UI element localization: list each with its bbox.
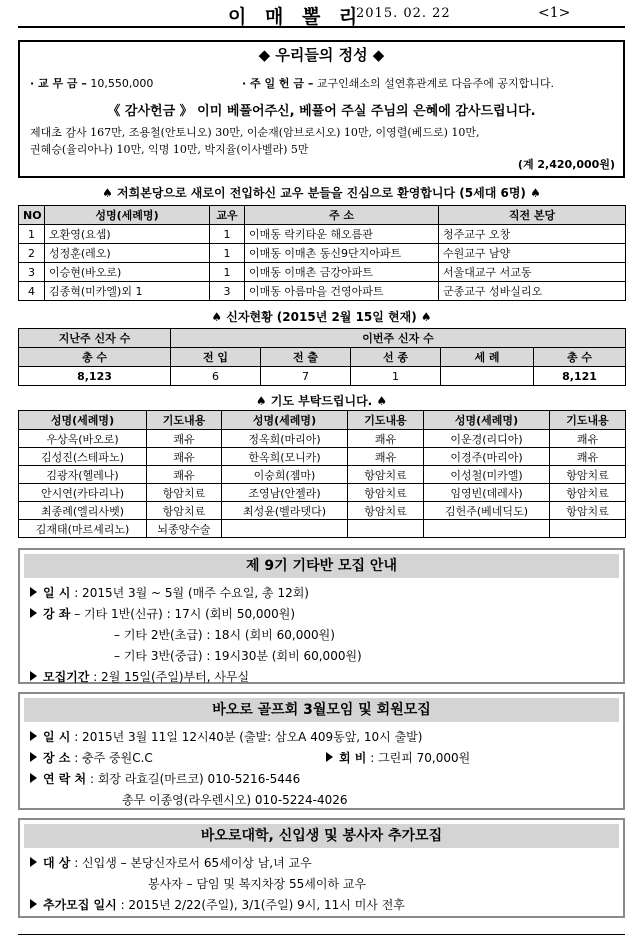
bulletin-date: 2015. 02. 22 bbox=[356, 6, 451, 21]
golf-date-label: 일 시 bbox=[43, 730, 71, 744]
golf-fee-line bbox=[326, 749, 470, 766]
college-target-label: 대 상 bbox=[43, 856, 71, 870]
table-row bbox=[19, 282, 626, 301]
cell: 오환영(요셉) bbox=[45, 225, 210, 244]
believers-heading: ♠ 신자현황 (2015년 2월 15일 현재) ♠ bbox=[211, 310, 432, 324]
cell: 이매동 아름마을 건영아파트 bbox=[245, 282, 439, 301]
column-header: 기도내용 bbox=[550, 411, 626, 430]
last-week-label: 지난주 신자 수 bbox=[19, 329, 171, 348]
guitar-class1: – 기타 1반(신규) : 17시 (회비 50,000원) bbox=[74, 607, 296, 621]
cell: 김성진(스테파노) bbox=[19, 448, 147, 466]
bulletin-title: 이 매 뽈 리 bbox=[228, 6, 364, 28]
bullet-triangle-icon bbox=[30, 608, 37, 618]
bullet-triangle-icon bbox=[30, 752, 37, 762]
bullet-triangle-icon bbox=[30, 899, 37, 909]
golf-place-value: : 충주 중원C.C bbox=[74, 751, 153, 765]
header-rule bbox=[18, 26, 625, 28]
cell: 청주교구 오창 bbox=[439, 225, 626, 244]
cell: 정옥희(마리아) bbox=[222, 430, 348, 448]
tithe-label: · 교 무 금 – bbox=[30, 77, 87, 90]
cell: 쾌유 bbox=[147, 466, 222, 484]
golf-contact1: : 회장 라효길(마르코) 010-5216-5446 bbox=[89, 772, 301, 786]
table-row bbox=[19, 448, 626, 466]
cell: 김헌주(베네딕도) bbox=[424, 502, 550, 520]
out-label: 전 출 bbox=[261, 348, 351, 367]
cell: 김종혁(미카엘)외 1 bbox=[45, 282, 210, 301]
cell: 이성철(미카엘) bbox=[424, 466, 550, 484]
thanks-line: 제대초 감사 167만, 조용철(안토니오) 30만, 이순재(암브로시오) 10만, 이영렬(베드로) 10만, bbox=[30, 126, 480, 139]
cell: 수원교구 남양 bbox=[439, 244, 626, 263]
thanks-total: (계 2,420,000원) bbox=[517, 158, 615, 171]
column-header: 직전 본당 bbox=[439, 206, 626, 225]
cell: 김재태(마르셰리노) bbox=[19, 520, 147, 538]
cell bbox=[550, 520, 626, 538]
cell: 3 bbox=[19, 263, 45, 282]
bullet-triangle-icon bbox=[326, 752, 333, 762]
guitar-period-label: 모집기간 bbox=[43, 670, 90, 684]
sunday-offering-row bbox=[242, 75, 554, 91]
offering-box bbox=[18, 40, 625, 178]
cell: 항암치료 bbox=[550, 502, 626, 520]
last-total: 8,123 bbox=[19, 367, 171, 386]
cell: 한옥희(모니카) bbox=[222, 448, 348, 466]
column-header: 교우 bbox=[210, 206, 245, 225]
cell: 쾌유 bbox=[550, 448, 626, 466]
tithe-row bbox=[30, 75, 153, 91]
guitar-period-line bbox=[30, 668, 249, 685]
guitar-date-line bbox=[30, 584, 309, 601]
column-header: 성명(세례명) bbox=[222, 411, 348, 430]
golf-fee-label: 회 비 bbox=[339, 751, 367, 765]
table-row bbox=[19, 484, 626, 502]
prayer-heading: ♠ 기도 부탁드립니다. ♠ bbox=[255, 394, 388, 408]
this-week-label: 이번주 신자 수 bbox=[171, 329, 626, 348]
cell: 항암치료 bbox=[348, 484, 424, 502]
table-header-row bbox=[19, 411, 626, 430]
deceased-label: 선 종 bbox=[351, 348, 441, 367]
in-value: 6 bbox=[171, 367, 261, 386]
column-header: 기도내용 bbox=[348, 411, 424, 430]
cell: 쾌유 bbox=[147, 448, 222, 466]
college-date-value: : 2015년 2/22(주일), 3/1(주일) 9시, 11시 미사 전후 bbox=[120, 898, 405, 912]
out-value: 7 bbox=[261, 367, 351, 386]
college-date-line bbox=[30, 896, 405, 913]
table-row bbox=[19, 520, 626, 538]
total2-label: 총 수 bbox=[534, 348, 626, 367]
cell: 항암치료 bbox=[348, 502, 424, 520]
golf-date-value: : 2015년 3월 11일 12시40분 (출발: 삼오A 409동앞, 10시 출발) bbox=[74, 730, 423, 744]
table-row bbox=[19, 466, 626, 484]
cell: 성정훈(레오) bbox=[45, 244, 210, 263]
golf-contact2: 총무 이종영(라우렌시오) 010-5224-4026 bbox=[122, 793, 348, 807]
golf-date-line bbox=[30, 728, 422, 745]
cell: 항암치료 bbox=[147, 502, 222, 520]
cell: 4 bbox=[19, 282, 45, 301]
page-number: <1> bbox=[538, 5, 571, 21]
cell: 임영빈(데레사) bbox=[424, 484, 550, 502]
golf-fee-value: : 그린피 70,000원 bbox=[370, 751, 471, 765]
baptism-label: 세 례 bbox=[441, 348, 534, 367]
thanks-line: 권혜승(율리아나) 10만, 익명 10만, 박지율(이사벨라) 5만 bbox=[30, 143, 309, 156]
cell: 이매동 락키타운 해오름관 bbox=[245, 225, 439, 244]
cell: 뇌종양수술 bbox=[147, 520, 222, 538]
cell: 쾌유 bbox=[550, 430, 626, 448]
total-label: 총 수 bbox=[19, 348, 171, 367]
table-row bbox=[19, 430, 626, 448]
cell: 이매동 이매촌 금강아파트 bbox=[245, 263, 439, 282]
bullet-triangle-icon bbox=[30, 731, 37, 741]
cell: 항암치료 bbox=[348, 466, 424, 484]
cell: 쾌유 bbox=[147, 430, 222, 448]
guitar-title: 제 9기 기타반 모집 안내 bbox=[24, 554, 619, 578]
cell: 이운경(리디아) bbox=[424, 430, 550, 448]
table-row bbox=[19, 225, 626, 244]
cell: 군종교구 성바실리오 bbox=[439, 282, 626, 301]
cell: 서울대교구 서교동 bbox=[439, 263, 626, 282]
guitar-date-value: : 2015년 3월 ~ 5월 (매주 수요일, 총 12회) bbox=[74, 586, 309, 600]
cell: 이경주(마리아) bbox=[424, 448, 550, 466]
bullet-triangle-icon bbox=[30, 773, 37, 783]
believers-table bbox=[18, 328, 626, 386]
guitar-notice-box bbox=[18, 548, 625, 684]
column-header: 성명(세례명) bbox=[45, 206, 210, 225]
in-label: 전 입 bbox=[171, 348, 261, 367]
guitar-class3: – 기타 3반(중급) : 19시30분 (회비 60,000원) bbox=[114, 649, 362, 663]
cell bbox=[222, 520, 348, 538]
guitar-class-label: 강 좌 bbox=[43, 607, 71, 621]
thanks-title: 《 감사헌금 》 이미 베풀어주신, 베풀어 주실 주님의 은혜에 감사드립니다. bbox=[107, 104, 536, 119]
sunday-offering-label: · 주 일 헌 금 – bbox=[242, 77, 314, 90]
table-header-row bbox=[19, 348, 626, 367]
offering-title: ◆ 우리들의 정성 ◆ bbox=[258, 46, 385, 64]
bullet-triangle-icon bbox=[30, 671, 37, 681]
guitar-class-line bbox=[30, 605, 295, 622]
column-header: 성명(세례명) bbox=[424, 411, 550, 430]
cell: 최성윤(벨라뎃다) bbox=[222, 502, 348, 520]
cell: 쾌유 bbox=[348, 430, 424, 448]
college-title: 바오로대학, 신입생 및 봉사자 추가모집 bbox=[24, 824, 619, 848]
cell: 우상옥(바오로) bbox=[19, 430, 147, 448]
table-row bbox=[19, 244, 626, 263]
baptism-value bbox=[441, 367, 534, 386]
column-header: 기도내용 bbox=[147, 411, 222, 430]
college-date-label: 추가모집 일시 bbox=[43, 898, 117, 912]
golf-contact-label: 연 락 처 bbox=[43, 772, 87, 786]
college-notice-box bbox=[18, 818, 625, 918]
guitar-period-value: : 2월 15일(주일)부터, 사무실 bbox=[93, 670, 250, 684]
cell bbox=[348, 520, 424, 538]
newcomers-table bbox=[18, 205, 626, 301]
cell bbox=[424, 520, 550, 538]
bulletin-page bbox=[18, 0, 625, 912]
cell: 이매동 이매촌 동신9단지아파트 bbox=[245, 244, 439, 263]
cell: 항암치료 bbox=[147, 484, 222, 502]
cell: 1 bbox=[19, 225, 45, 244]
cell: 항암치료 bbox=[550, 484, 626, 502]
column-header: NO bbox=[19, 206, 45, 225]
college-target1: : 신입생 – 본당신자로서 65세이상 남,녀 교우 bbox=[74, 856, 312, 870]
table-row bbox=[19, 367, 626, 386]
golf-place-label: 장 소 bbox=[43, 751, 71, 765]
guitar-class2: – 기타 2반(초급) : 18시 (회비 60,000원) bbox=[114, 628, 335, 642]
footer-rule bbox=[18, 934, 625, 935]
table-header-row bbox=[19, 206, 626, 225]
bulletin-header bbox=[18, 0, 625, 34]
table-row bbox=[19, 263, 626, 282]
cell: 2 bbox=[19, 244, 45, 263]
column-header: 주 소 bbox=[245, 206, 439, 225]
deceased-value: 1 bbox=[351, 367, 441, 386]
golf-title: 바오로 골프회 3월모임 및 회원모집 bbox=[24, 698, 619, 722]
college-target-line bbox=[30, 854, 312, 871]
golf-contact-line bbox=[30, 770, 300, 787]
sunday-offering-value: 교구인쇄소의 설연휴관계로 다음주에 공지합니다. bbox=[316, 77, 554, 90]
newcomers-heading: ♠ 저희본당으로 새로이 전입하신 교우 분들을 진심으로 환영합니다 (5세대 6명) ♠ bbox=[102, 186, 541, 200]
prayer-table bbox=[18, 410, 626, 538]
tithe-value: 10,550,000 bbox=[90, 77, 154, 90]
cell: 1 bbox=[210, 225, 245, 244]
this-total: 8,121 bbox=[534, 367, 626, 386]
guitar-date-label: 일 시 bbox=[43, 586, 71, 600]
cell: 안시연(카타리나) bbox=[19, 484, 147, 502]
cell: 3 bbox=[210, 282, 245, 301]
cell: 최종례(엘리사벳) bbox=[19, 502, 147, 520]
cell: 이승현(바오로) bbox=[45, 263, 210, 282]
cell: 쾌유 bbox=[348, 448, 424, 466]
bullet-triangle-icon bbox=[30, 857, 37, 867]
table-header-row bbox=[19, 329, 626, 348]
cell: 조영남(안젤라) bbox=[222, 484, 348, 502]
bullet-triangle-icon bbox=[30, 587, 37, 597]
cell: 1 bbox=[210, 244, 245, 263]
thanks-body bbox=[30, 124, 615, 158]
golf-place-line bbox=[30, 749, 153, 766]
cell: 항암치료 bbox=[550, 466, 626, 484]
golf-notice-box bbox=[18, 692, 625, 810]
college-target2: 봉사자 – 담임 및 복지차장 55세이하 교우 bbox=[148, 877, 367, 891]
table-row bbox=[19, 502, 626, 520]
cell: 1 bbox=[210, 263, 245, 282]
cell: 김광자(헬레나) bbox=[19, 466, 147, 484]
cell: 이숭희(젬마) bbox=[222, 466, 348, 484]
column-header: 성명(세례명) bbox=[19, 411, 147, 430]
